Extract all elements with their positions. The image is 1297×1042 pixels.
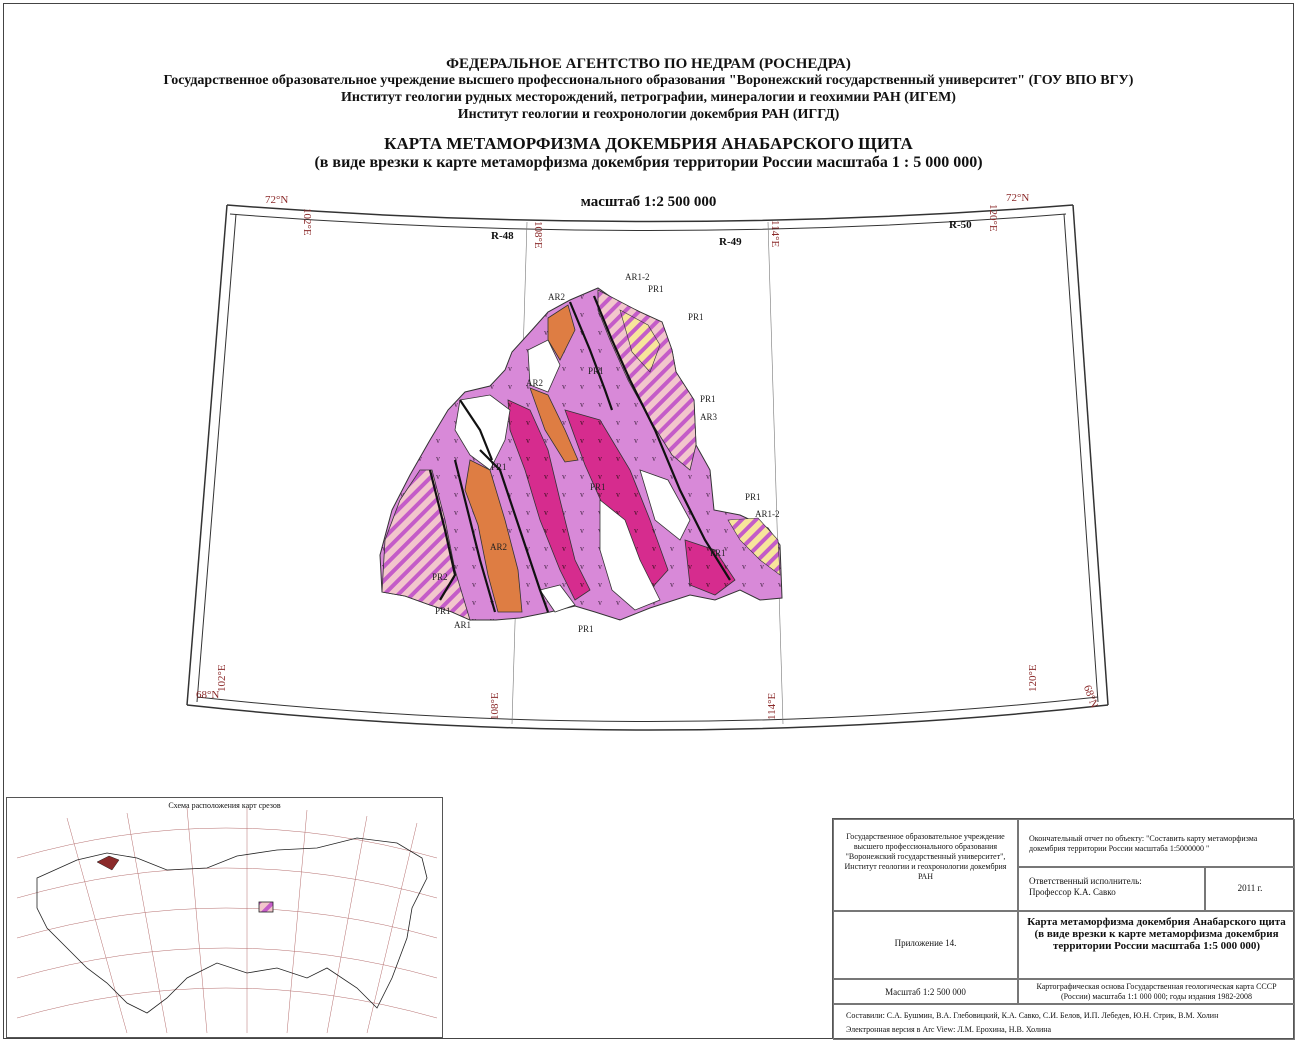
lon-label-114-top: 114°E <box>769 220 781 248</box>
sheet-label-r48: R-48 <box>491 230 514 242</box>
russia-outline <box>37 838 427 1013</box>
lat-top-left: 72°N <box>265 194 289 206</box>
unit-label-ar2-south: AR2 <box>490 542 508 552</box>
lon-label-108-bottom: 108°E <box>489 692 501 720</box>
tb-report: Окончательный отчет по объекту: "Составить карту метаморфизма докембрия территории России масштаба 1:5000000 " <box>1018 819 1295 867</box>
unit-label-pr1-mag: PR1 <box>590 482 606 492</box>
lat-bottom-right: 68°N <box>1080 683 1101 710</box>
lon-label-114-bottom: 114°E <box>766 692 778 720</box>
unit-label-ar2-north: AR2 <box>548 292 566 302</box>
unit-label-pr1-bottom: PR1 <box>578 624 594 634</box>
institute-header-1: Институт геологии рудных месторождений, петрографии, минералогии и геохимии РАН (ИГЕМ) <box>341 90 956 105</box>
unit-label-ar3-east: AR3 <box>700 412 718 422</box>
university-header: Государственное образовательное учреждение высшего профессионального образования "Воронежский государственный университет" (ГОУ ВПО ВГУ) <box>163 73 1134 88</box>
tb-executor-label: Ответственный исполнитель: <box>1029 876 1142 886</box>
map-scale: масштаб 1:2 500 000 <box>580 194 717 210</box>
tb-org: Государственное образовательное учреждение высшего профессионального образования "Воронежский государственный университет", Институт геологии и геохронологии докембрия РАН <box>833 819 1018 911</box>
map-subtitle: (в виде врезки к карте метаморфизма докембрия территории России масштаба 1 : 5 000 000) <box>314 154 983 171</box>
tb-electronic: Электронная версия в Arc View: Л.М. Ерохина, Н.В. Холина <box>846 1025 1052 1034</box>
unit-label-ar1-sw: AR1 <box>454 620 472 630</box>
tb-authors-cell <box>833 1004 1295 1040</box>
map-title: КАРТА МЕТАМОРФИЗМА ДОКЕМБРИЯ АНАБАРСКОГО ЩИТА <box>384 134 913 153</box>
tb-executor: Профессор К.А. Савко <box>1029 887 1116 897</box>
unit-label-pr1-west: PR1 <box>491 462 507 472</box>
inset-title: Схема расположения карт срезов <box>168 801 281 810</box>
anabar-shield-geology[interactable] <box>380 288 782 620</box>
tb-executor-cell <box>1018 867 1205 911</box>
lon-label-108-top: 108°E <box>532 221 544 249</box>
lon-label-120-top: 120°E <box>987 204 999 232</box>
title-block <box>832 818 1294 1039</box>
unit-label-ar12-se: AR1-2 <box>755 509 780 519</box>
sheet-label-r50: R-50 <box>949 219 972 231</box>
inset-map <box>7 798 442 1037</box>
lon-label-102-bottom: 102°E <box>216 664 228 692</box>
institute-header-2: Институт геологии и геохронологии докембрия РАН (ИГГД) <box>457 107 840 122</box>
anabar-location-marker <box>259 902 273 912</box>
unit-label-ar12-north: AR1-2 <box>625 272 650 282</box>
location-inset <box>6 797 443 1038</box>
unit-label-pr1-center: PR1 <box>588 366 604 376</box>
tb-scale: Масштаб 1:2 500 000 <box>833 979 1018 1004</box>
unit-label-pr1-ne: PR1 <box>688 312 704 322</box>
unit-label-pr1-north: PR1 <box>648 284 664 294</box>
tb-authors: Составили: С.А. Бушмин, В.А. Глебовицкий, К.А. Савко, С.И. Белов, И.П. Лебедев, Ю.Н. Стрик, В.М. Холин <box>846 1011 1219 1020</box>
unit-label-pr1-sw: PR1 <box>435 606 451 616</box>
lon-label-120-bottom: 120°E <box>1027 664 1039 692</box>
unit-label-pr1-south: PR1 <box>710 548 726 558</box>
agency-header: ФЕДЕРАЛЬНОЕ АГЕНТСТВО ПО НЕДРАМ (РОСНЕДРА) <box>446 56 851 72</box>
unit-label-pr1-se: PR1 <box>745 492 761 502</box>
lat-top-right: 72°N <box>1006 192 1030 204</box>
unit-label-pr2-sw: PR2 <box>432 572 448 582</box>
tb-map-title: Карта метаморфизма докембрия Анабарского щита (в виде врезки к карте метаморфизма докембрия территории России масштаба 1:5 000 000) <box>1018 911 1295 979</box>
unit-label-ar2-mid: AR2 <box>526 378 544 388</box>
tb-base: Картографическая основа Государственная геологическая карта СССР (России) масштаба 1:1 000 000; годы издания 1982-2008 <box>1018 979 1295 1004</box>
unit-label-pr1-east: PR1 <box>700 394 716 404</box>
sheet-label-r49: R-49 <box>719 236 742 248</box>
tb-appendix: Приложение 14. <box>833 911 1018 979</box>
lon-label-102-top: 102°E <box>301 208 313 236</box>
lat-bottom-left: 68°N <box>196 689 220 701</box>
tb-year: 2011 г. <box>1205 867 1295 911</box>
